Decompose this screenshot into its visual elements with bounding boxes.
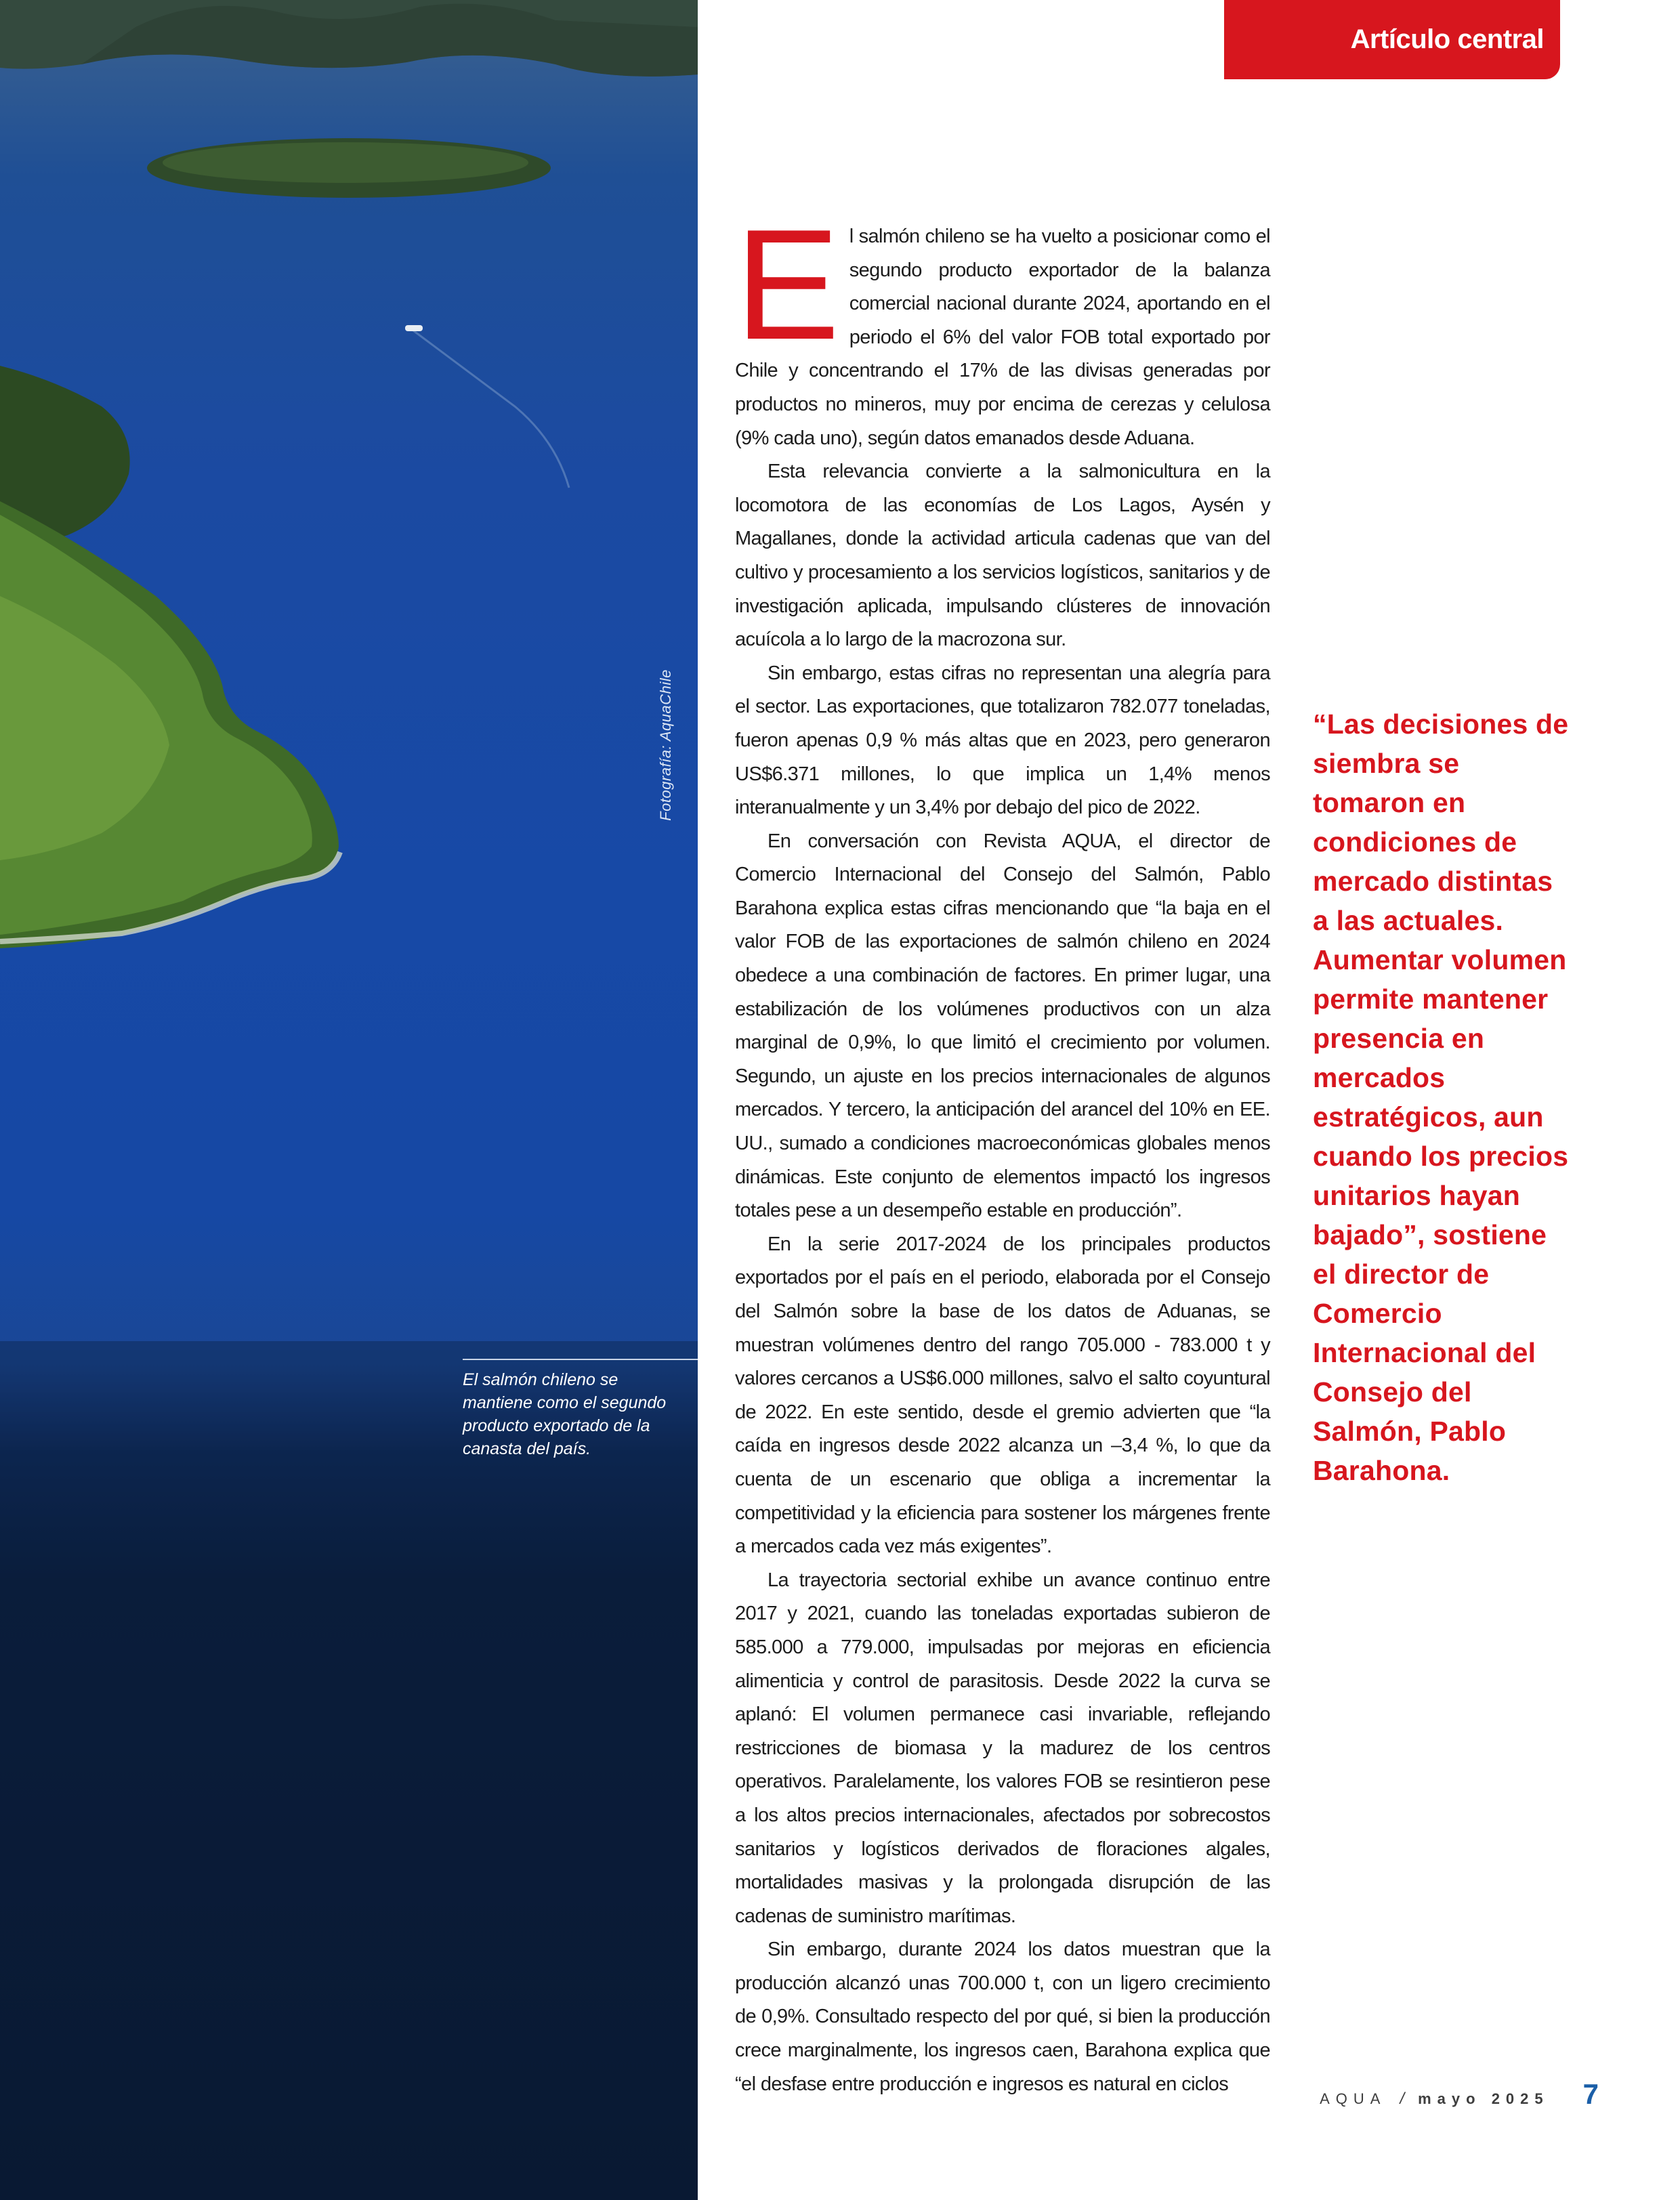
article-paragraph-5: En la serie 2017-2024 de los principales productos exportados por el país en el periodo, elaborada por el Consejo del Salmón sobre la base de los datos de Aduanas, se muestran volúmenes dentro del rango 705.000 - 783.000 t y valores cercanos a US$6.000 millones, salvo el salto coyuntural de 2022. En este sentido, desde el gremio advierten que “la caída en ingresos desde 2022 alcanza un –3,4 %, lo que da cuenta de un escenario que obliga a incrementar la competitividad y la eficiencia para sostener los márgenes frente a mercados cada vez más exigentes”. <box>735 1233 1270 1558</box>
article-paragraph-1-text: l salmón chileno se ha vuelto a posicionar como el segundo producto exportador de la balanza comercial nacional durante 2024, aportando en el periodo el 6% del valor FOB total exportado por Chile y concentrando el 17% de las divisas generadas por productos no mineros, muy por encima de cerezas y celulosa (9% cada uno), según datos emanados desde Aduana. <box>735 226 1270 449</box>
article-body <box>735 197 1270 2101</box>
footer-separator: / <box>1400 2090 1405 2108</box>
issue-date: mayo 2025 <box>1418 2090 1549 2107</box>
article-paragraph-1 <box>735 197 1270 455</box>
pull-quote: “Las decisiones de siembra se tomaron en condiciones de mercado distintas a las actuales. Aumentar volumen permite mantener presencia en mercados estratégicos, aun cuando los precios unitarios hayan bajado”, sostiene el director de Comercio Internacional del Consejo del Salmón, Pablo Barahona. <box>1313 708 1569 1486</box>
article-paragraph-2: Esta relevancia convierte a la salmonicultura en la locomotora de las economías de Los Lagos, Aysén y Magallanes, donde la actividad articula cadenas que van del cultivo y procesamiento a los servicios logísticos, sanitarios y de investigación aplicada, impulsando clústeres de innovación acuícola a lo largo de la macrozona sur. <box>735 461 1270 651</box>
section-label: Artículo central <box>1350 24 1544 54</box>
article-paragraph-4: En conversación con Revista AQUA, el director de Comercio Internacional del Consejo del Salmón, Pablo Barahona explica estas cifras mencionando que “la baja en el valor FOB de las exportaciones de salmón chileno en 2024 obedece a una combinación de factores. En primer lugar, una estabilización de los volúmenes productivos con un alza marginal de 0,9%, lo que limitó el crecimiento por volumen. Segundo, un ajuste en los precios internacionales de algunos mercados. Y tercero, la anticipación del arancel del 10% en EE. UU., sumado a condiciones macroeconómicas globales menos dinámicas. Este conjunto de elementos impactó los ingresos totales pese a un desempeño estable en producción”. <box>735 830 1270 1222</box>
photo-caption: El salmón chileno se mantiene como el segundo producto exportado de la canasta del país. <box>463 1370 667 1458</box>
caption-divider <box>463 1359 698 1360</box>
article-paragraph-3: Sin embargo, estas cifras no representan una alegría para el sector. Las exportaciones, que totalizaron 782.077 toneladas, fueron apenas 0,9 % más altas que en 2023, pero generaron US$6.371 millones, lo que implica un 1,4% menos interanualmente y un 3,4% por debajo del pico de 2022. <box>735 662 1270 819</box>
section-tab <box>1224 0 1560 79</box>
page-footer <box>1314 2078 1599 2111</box>
article-paragraph-7: Sin embargo, durante 2024 los datos muestran que la producción alcanzó unas 700.000 t, con un ligero crecimiento de 0,9%. Consultado respecto del por qué, si bien la producción crece marginalmente, los ingresos caen, Barahona explica que “el desfase entre producción e ingresos es natural en ciclos <box>735 1939 1270 2095</box>
page-number: 7 <box>1582 2078 1599 2110</box>
aerial-fjord-photo <box>0 0 698 2200</box>
magazine-name: AQUA <box>1320 2090 1387 2107</box>
article-paragraph-6: La trayectoria sectorial exhibe un avance continuo entre 2017 y 2021, cuando las toneladas exportadas subieron de 585.000 a 779.000, impulsadas por mejoras en eficiencia alimenticia y control de parasitosis. Desde 2022 la curva se aplanó: El volumen permanece casi invariable, reflejando restricciones de biomasa y la madurez de los centros operativos. Paralelamente, los valores FOB se resintieron pese a los altos precios internacionales, afectados por sobrecostos sanitarios y logísticos derivados de floraciones algales, mortalidades masivas y la prolongada disrupción de las cadenas de suministro marítimas. <box>735 1569 1270 1927</box>
drop-cap: E <box>735 197 840 373</box>
photo-credit: Fotografía: AquaChile <box>657 669 674 821</box>
photo-landscape <box>0 0 698 2200</box>
